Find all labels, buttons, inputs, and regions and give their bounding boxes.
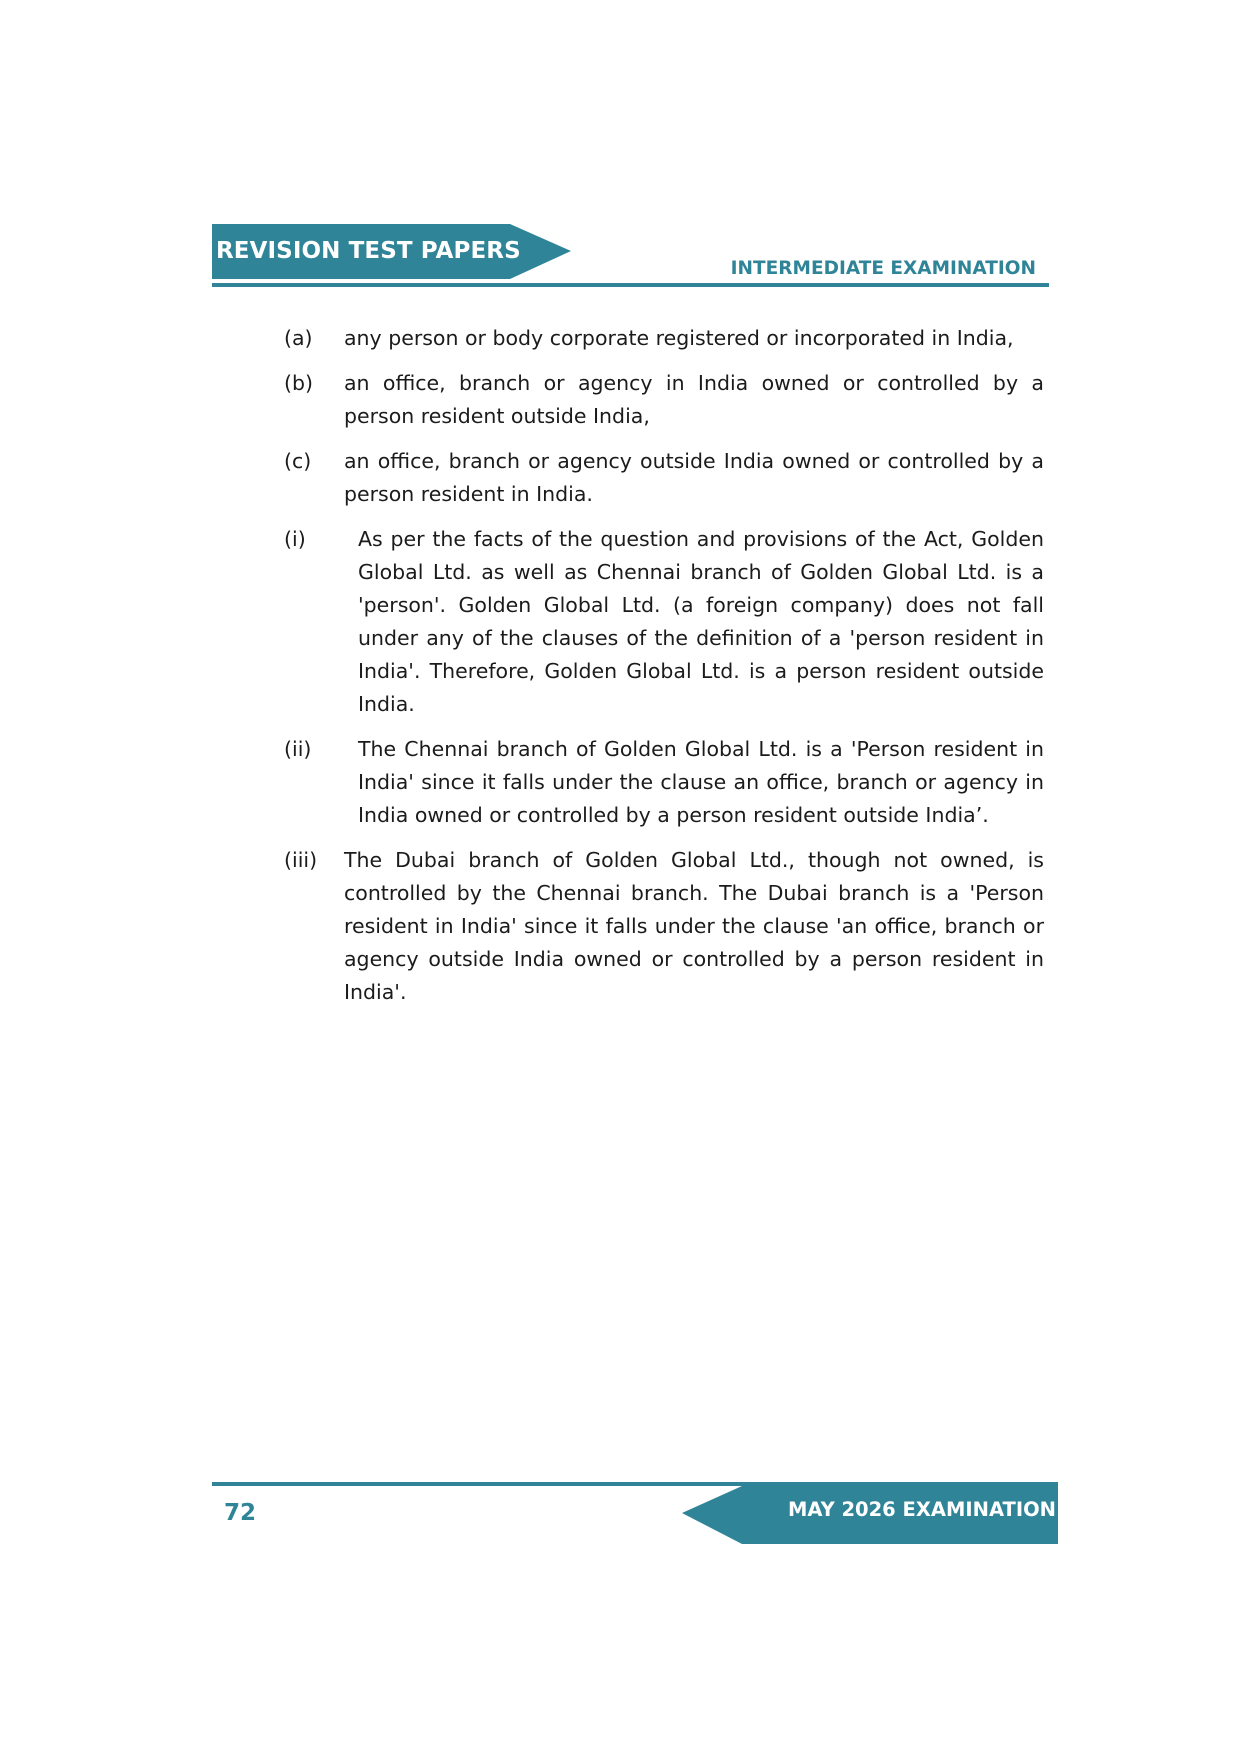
header-rule [212,283,1049,287]
definition-item [284,445,1044,511]
item-label: (i) [284,527,306,551]
page-number: 72 [224,1500,257,1526]
answer-item [284,844,1044,1009]
definition-item [284,322,1044,355]
item-text: As per the facts of the question and provisions of the Act, Golden Global Ltd. as well as Chennai branch of Golden Global Ltd. is a 'person'. Golden Global Ltd. (a foreign company) does not fall under any of the clauses of the definition of a 'person resident in India'. Therefore, Golden Global Ltd. is a person resident outside India. [358,527,1044,716]
header-banner [212,224,571,286]
item-text: an office, branch or agency in India owned or controlled by a person resident outside India, [344,371,1044,428]
item-label: (a) [284,326,313,350]
item-label: (b) [284,371,314,395]
header-exam-label: INTERMEDIATE EXAMINATION [730,258,1036,279]
item-text: The Dubai branch of Golden Global Ltd., though not owned, is controlled by the Chennai branch. The Dubai branch is a 'Person resident in India' since it falls under the clause 'an office, branch or agency outside India owned or controlled by a person resident in India'. [344,848,1044,1004]
item-text: an office, branch or agency outside India owned or controlled by a person resident in India. [344,449,1044,506]
item-label: (iii) [284,848,318,872]
item-label: (c) [284,449,312,473]
item-label: (ii) [284,737,312,761]
footer-banner [682,1482,1058,1544]
document-body [284,322,1044,1021]
definition-item [284,367,1044,433]
answer-item [284,523,1044,721]
footer-banner-title: MAY 2026 EXAMINATION [787,1498,1056,1521]
answer-item [284,733,1044,832]
item-text: any person or body corporate registered or incorporated in India, [344,326,1014,350]
item-text: The Chennai branch of Golden Global Ltd. is a 'Person resident in India' since it falls under the clause an office, branch or agency in India owned or controlled by a person resident outside India’. [358,737,1044,827]
header-banner-title: REVISION TEST PAPERS [216,238,521,264]
